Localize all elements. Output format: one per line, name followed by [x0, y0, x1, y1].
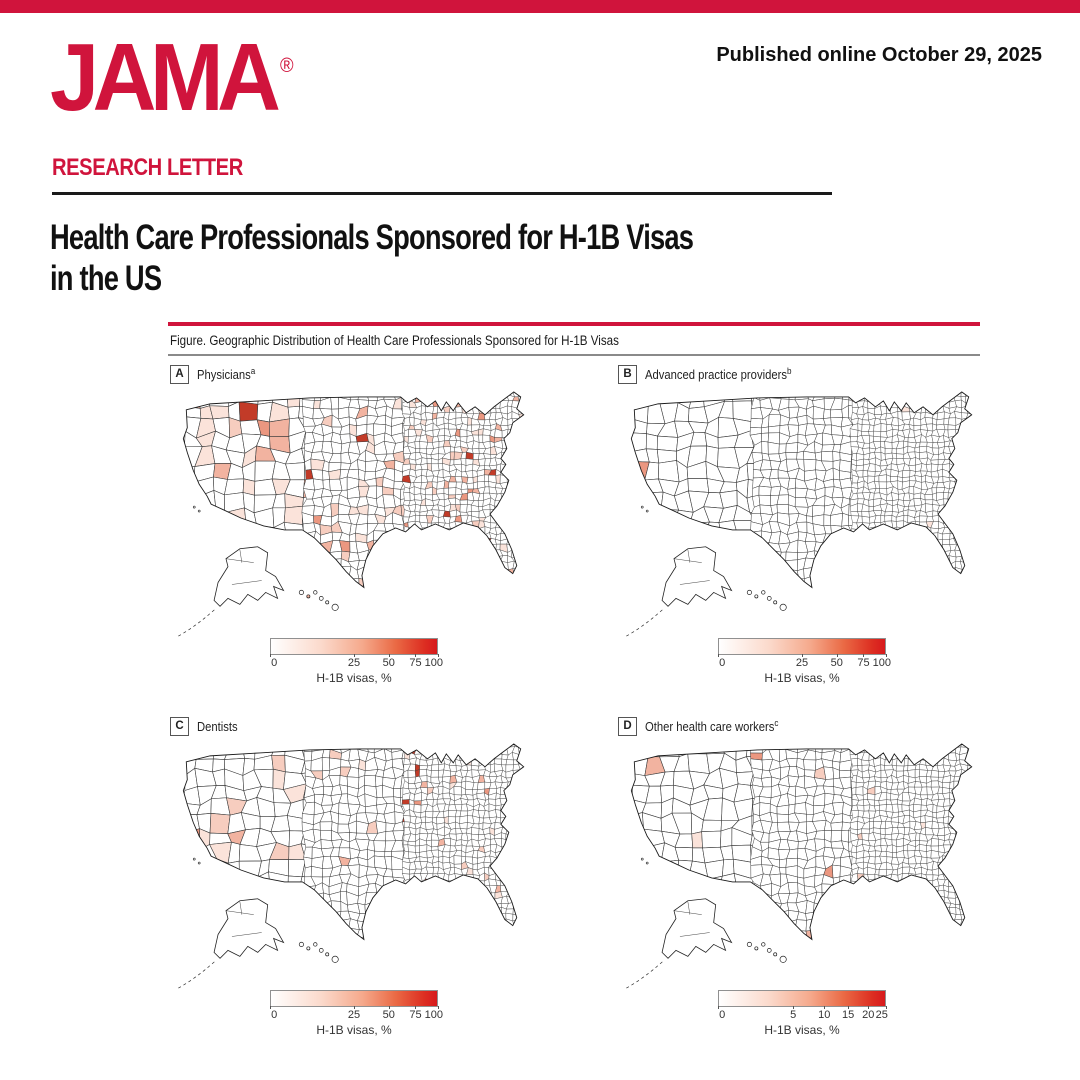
panel-label: Other health care workers$^c$ [645, 717, 779, 735]
us-county-map-advanced-practice [618, 388, 986, 648]
panel-label: Physicians$^a$ [197, 365, 256, 383]
panel-letter-badge: A [170, 365, 189, 384]
legend-axis-label: H-1B visas, % [764, 1023, 840, 1037]
figure-caption-rule [168, 354, 980, 356]
panel-header [170, 716, 538, 736]
legend-axis-label: H-1B visas, % [316, 671, 392, 685]
published-date: Published online October 29, 2025 [716, 44, 1042, 66]
registered-mark-icon: ® [280, 55, 294, 77]
footnote-marker: c [774, 717, 779, 728]
us-county-map-other-workers [618, 740, 986, 1000]
panel-physicians [170, 364, 538, 685]
legend-ticks: 0 5 10 15 20 25 [718, 1007, 886, 1022]
color-scale-legend [718, 990, 886, 1037]
panel-advanced-practice-providers [618, 364, 986, 685]
legend-ticks: 0 25 50 75 100 [718, 655, 886, 670]
title-line-1: Health Care Professionals Sponsored for H-1B Visas [50, 218, 694, 257]
color-scale-legend [270, 990, 443, 1037]
figure-top-rule [168, 322, 980, 326]
gradient-bar [718, 638, 886, 655]
legend-axis-label: H-1B visas, % [316, 1023, 392, 1037]
panel-dentists [170, 716, 538, 1037]
section-label: RESEARCH LETTER [52, 154, 243, 181]
panel-letter-badge: C [170, 717, 189, 736]
color-scale-legend [718, 638, 891, 685]
legend-ticks: 0 25 50 75 100 [270, 1007, 438, 1022]
gradient-bar [718, 990, 886, 1007]
us-county-map-physicians [170, 388, 538, 648]
jama-logo [50, 24, 294, 131]
footnote-marker: b [786, 365, 792, 376]
footnote-marker: a [250, 365, 256, 376]
figure-block [168, 322, 980, 1062]
us-county-map-dentists [170, 740, 538, 1000]
gradient-bar [270, 990, 438, 1007]
panel-other-health-care-workers [618, 716, 986, 1037]
panel-label: Dentists [197, 720, 238, 735]
color-scale-legend [270, 638, 443, 685]
panel-header [618, 364, 986, 384]
panel-label: Advanced practice providers$^b$ [645, 365, 792, 383]
figure-caption: Figure. Geographic Distribution of Health Care Professionals Sponsored for H-1B Visas [170, 333, 619, 348]
jama-logo-text: JAMA [50, 24, 275, 131]
legend-axis-label: H-1B visas, % [764, 671, 840, 685]
panel-letter-badge: B [618, 365, 637, 384]
gradient-bar [270, 638, 438, 655]
title-line-2: in the US [50, 258, 162, 298]
legend-ticks: 0 25 50 75 100 [270, 655, 438, 670]
article-title [50, 218, 693, 300]
panel-letter-badge: D [618, 717, 637, 736]
panel-header [618, 716, 986, 736]
panel-header [170, 364, 538, 384]
top-red-bar [0, 0, 1080, 13]
section-rule [52, 192, 832, 195]
